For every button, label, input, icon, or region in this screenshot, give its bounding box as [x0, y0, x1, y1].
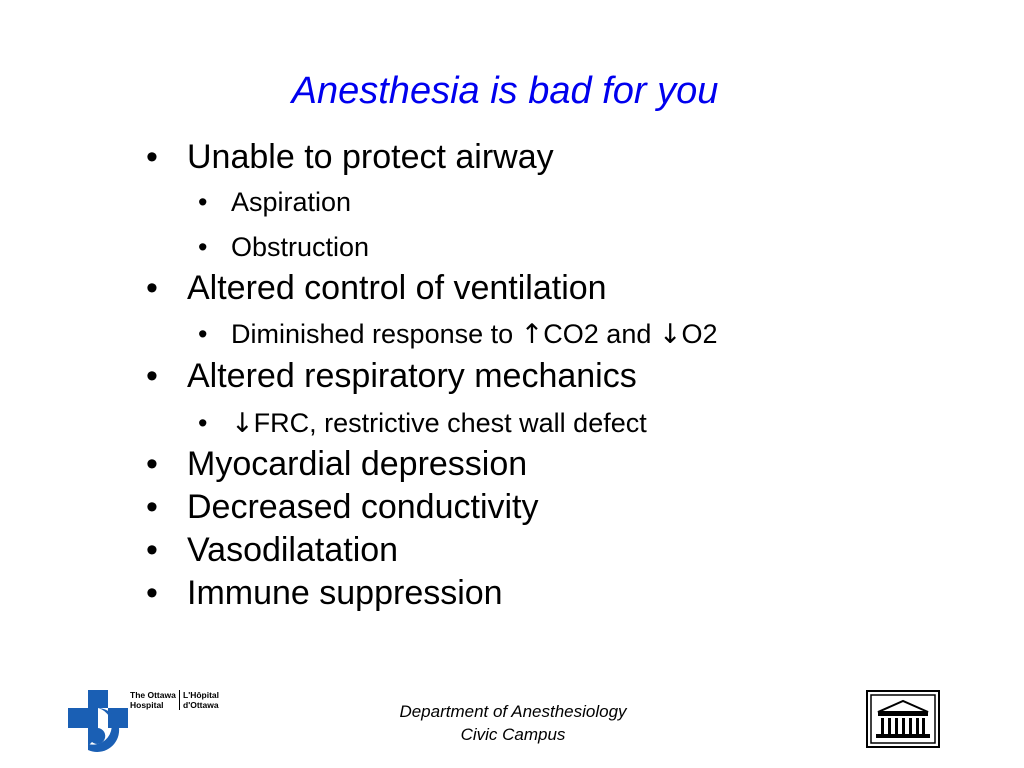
hospital-name-fr: [183, 690, 219, 710]
bullet-marker: •: [146, 488, 158, 526]
bullet-text: Myocardial depression: [187, 445, 528, 483]
bullet-marker: •: [146, 445, 158, 483]
bullet-text: Obstruction: [231, 232, 370, 262]
bullet-marker: •: [146, 531, 158, 569]
bullet-marker: •: [198, 232, 208, 262]
ottawa-hospital-logo: [66, 688, 246, 752]
bullet-marker: •: [198, 187, 208, 217]
bullet-marker: •: [146, 574, 158, 612]
bullet-marker: •: [198, 319, 208, 349]
footer-line-2: Civic Campus: [460, 725, 566, 744]
arrow-up-icon: ↑: [520, 319, 544, 350]
slide-title: Anesthesia is bad for you: [291, 70, 719, 112]
hospital-cross-logo-icon: [66, 688, 130, 752]
bullet-text: Immune suppression: [187, 574, 503, 612]
bullet-text: Altered respiratory mechanics: [187, 357, 637, 395]
hospital-name-en: [130, 690, 176, 710]
hospital-name-en-line2: Hospital: [130, 700, 164, 710]
bullet-marker: •: [146, 138, 158, 176]
bullet-marker: •: [146, 269, 158, 307]
hospital-name-fr-line2: d'Ottawa: [183, 700, 219, 710]
bullet-text-part: Diminished response to: [231, 319, 521, 349]
bullet-text-part: FRC, restrictive chest wall defect: [253, 408, 647, 438]
logo-divider: [179, 690, 180, 710]
bullet-marker: •: [146, 357, 158, 395]
building-crest-icon: [866, 690, 940, 748]
bullet-text: Vasodilatation: [187, 531, 399, 569]
hospital-name-en-line1: The Ottawa: [130, 690, 176, 700]
bullet-text: Aspiration: [231, 187, 352, 217]
footer-department: [340, 700, 686, 746]
university-building-logo: [866, 690, 940, 748]
bullet-text-part: CO2 and: [543, 319, 659, 349]
arrow-down-icon: ↓: [231, 408, 254, 439]
footer-line-1: Department of Anesthesiology: [399, 702, 627, 721]
bullet-marker: •: [198, 408, 208, 438]
bullet-text-part: O2: [681, 319, 718, 349]
bullet-text: [231, 318, 718, 351]
hospital-name-fr-line1: L'Hôpital: [183, 690, 220, 700]
arrow-down-icon: ↓: [658, 319, 682, 350]
bullet-text: Decreased conductivity: [187, 488, 539, 526]
bullet-text: [231, 407, 647, 440]
bullet-text: Altered control of ventilation: [187, 269, 607, 307]
bullet-text: Unable to protect airway: [187, 138, 554, 176]
